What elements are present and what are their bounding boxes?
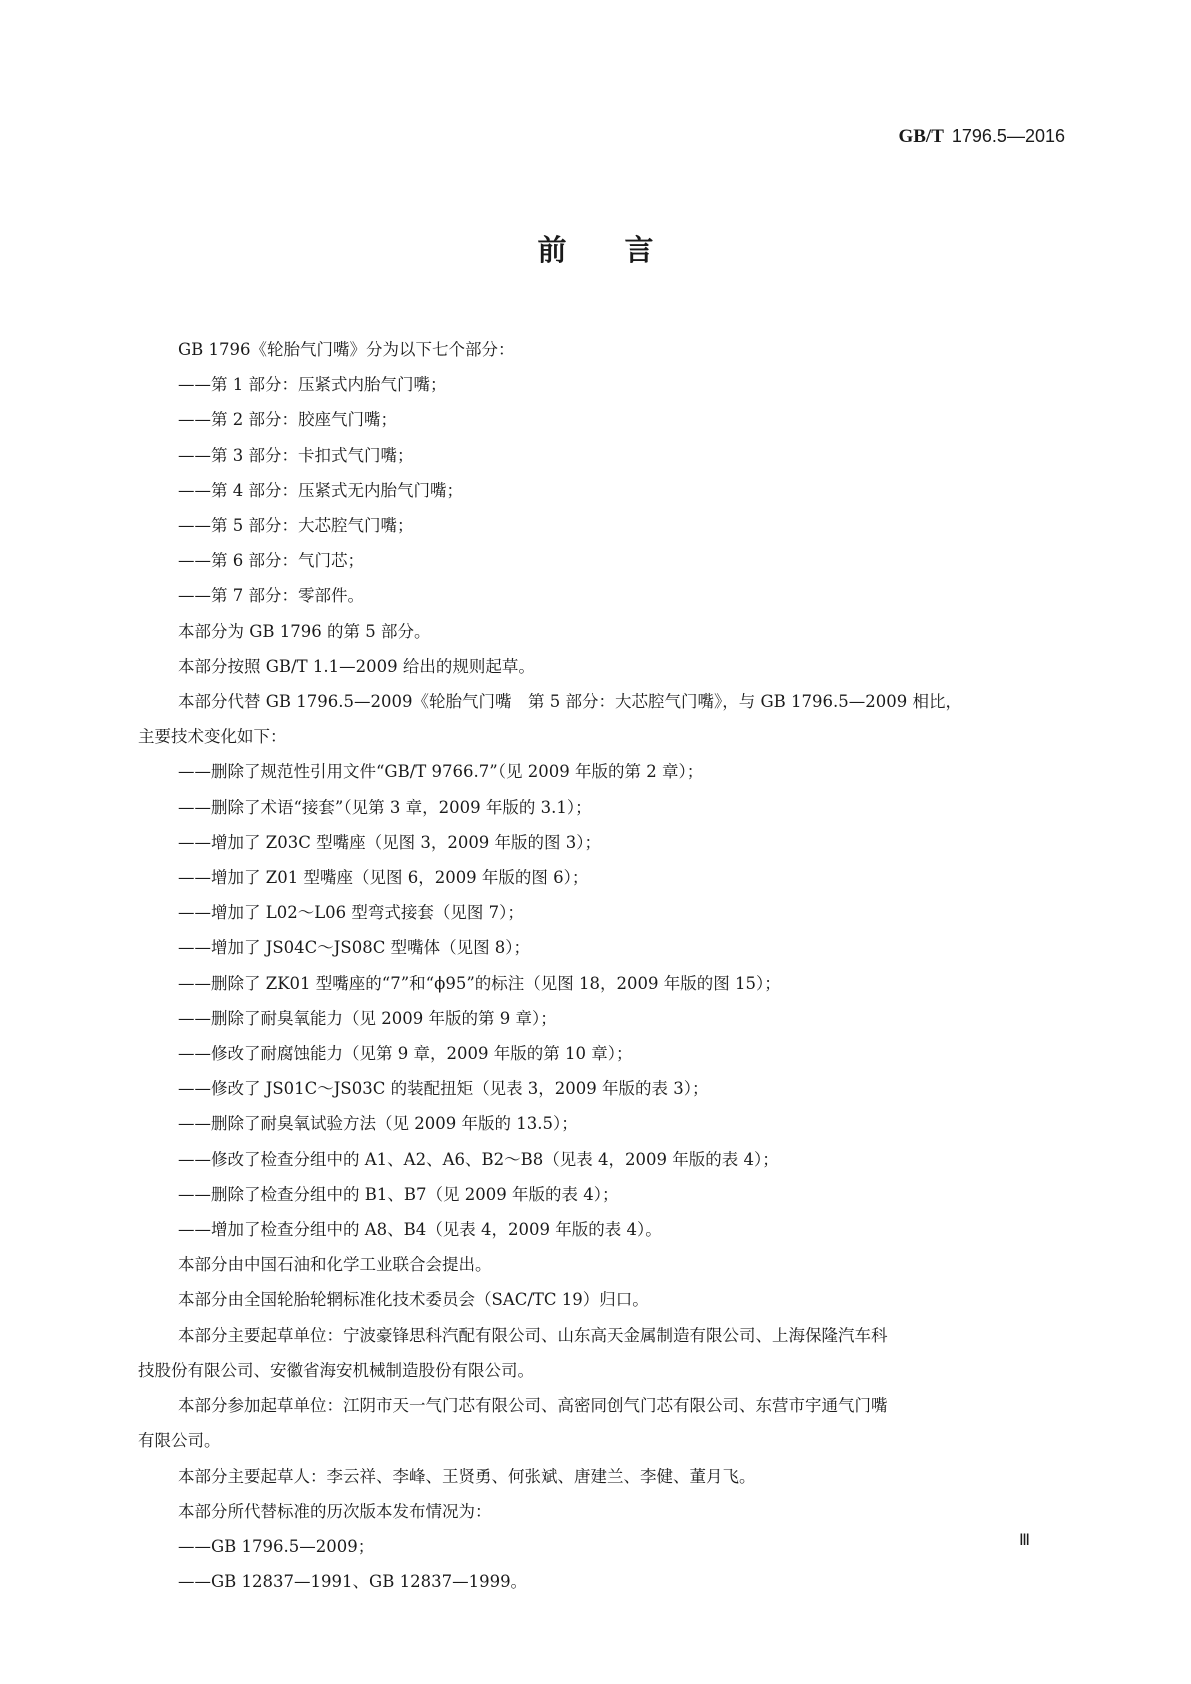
paragraph-continuation: 技股份有限公司、安徽省海安机械制造股份有限公司。: [138, 1360, 534, 1380]
paragraph-continuation: 主要技术变化如下：: [138, 727, 287, 747]
list-item: ——增加了 JS04C～JS08C 型嘴体（见图 8）；: [178, 938, 531, 958]
list-item: ——第 2 部分：胶座气门嘴；: [178, 410, 397, 430]
list-item: ——第 1 部分：压紧式内胎气门嘴；: [178, 375, 447, 395]
list-item: ——修改了检查分组中的 A1、A2、A6、B2～B8（见表 4，2009 年版的表 4）；: [178, 1149, 779, 1169]
list-item: ——删除了术语“接套”（见第 3 章，2009 年版的 3.1）；: [178, 797, 592, 817]
paragraph: 本部分按照 GB/T 1.1—2009 给出的规则起草。: [178, 656, 535, 676]
list-item: ——增加了 Z03C 型嘴座（见图 3，2009 年版的图 3）；: [178, 832, 602, 852]
page-title: 前言: [537, 233, 712, 267]
standard-number-header: [898, 126, 1065, 148]
paragraph-continuation: 有限公司。: [138, 1431, 221, 1451]
paragraph: 本部分主要起草单位：宁波豪锋思科汽配有限公司、山东高天金属制造有限公司、上海保隆汽车科: [178, 1325, 888, 1345]
standard-prefix: GB/T: [898, 126, 944, 147]
paragraph: 本部分代替 GB 1796.5—2009《轮胎气门嘴 第 5 部分：大芯腔气门嘴》，与 GB 1796.5—2009 相比，: [178, 692, 963, 712]
paragraph: 本部分主要起草人：李云祥、李峰、王贤勇、何张斌、唐建兰、李健、董月飞。: [178, 1466, 756, 1486]
paragraph: 本部分参加起草单位：江阴市天一气门芯有限公司、高密同创气门芯有限公司、东营市宇通气门嘴: [178, 1396, 888, 1416]
list-item: ——第 4 部分：压紧式无内胎气门嘴；: [178, 480, 463, 500]
list-item: ——增加了检查分组中的 A8、B4（见表 4，2009 年版的表 4）。: [178, 1220, 662, 1240]
list-item: ——增加了 L02～L06 型弯式接套（见图 7）；: [178, 903, 524, 923]
list-item: ——删除了 ZK01 型嘴座的“7”和“ϕ95”的标注（见图 18，2009 年版的图 15）；: [178, 973, 781, 993]
list-item: ——第 6 部分：气门芯；: [178, 551, 364, 571]
list-item: ——删除了规范性引用文件“GB/T 9766.7”（见 2009 年版的第 2 章）；: [178, 762, 704, 782]
list-item: ——修改了 JS01C～JS03C 的装配扭矩（见表 3，2009 年版的表 3）；: [178, 1079, 709, 1099]
list-item: ——第 5 部分：大芯腔气门嘴；: [178, 516, 414, 536]
list-item: ——GB 1796.5—2009；: [178, 1536, 375, 1556]
standard-number: 1796.5—2016: [951, 126, 1065, 146]
foreword-body: [138, 332, 1073, 1599]
paragraph: 本部分所代替标准的历次版本发布情况为：: [178, 1501, 492, 1521]
list-item: ——删除了检查分组中的 B1、B7（见 2009 年版的表 4）；: [178, 1184, 619, 1204]
list-item: ——删除了耐臭氧试验方法（见 2009 年版的 13.5）；: [178, 1114, 578, 1134]
page-number: Ⅲ: [1019, 1532, 1031, 1549]
list-item: ——第 3 部分：卡扣式气门嘴；: [178, 445, 414, 465]
paragraph: 本部分为 GB 1796 的第 5 部分。: [178, 621, 431, 641]
list-item: ——增加了 Z01 型嘴座（见图 6，2009 年版的图 6）；: [178, 868, 589, 888]
paragraph: 本部分由中国石油和化学工业联合会提出。: [178, 1255, 492, 1275]
list-item: ——GB 12837—1991、GB 12837—1999。: [178, 1572, 528, 1592]
list-item: ——第 7 部分：零部件。: [178, 586, 364, 606]
list-item: ——修改了耐腐蚀能力（见第 9 章，2009 年版的第 10 章）；: [178, 1044, 633, 1064]
list-item: ——删除了耐臭氧能力（见 2009 年版的第 9 章）；: [178, 1008, 557, 1028]
paragraph: GB 1796《轮胎气门嘴》分为以下七个部分：: [178, 340, 515, 359]
paragraph: 本部分由全国轮胎轮辋标准化技术委员会（SAC/TC 19）归口。: [178, 1290, 649, 1310]
